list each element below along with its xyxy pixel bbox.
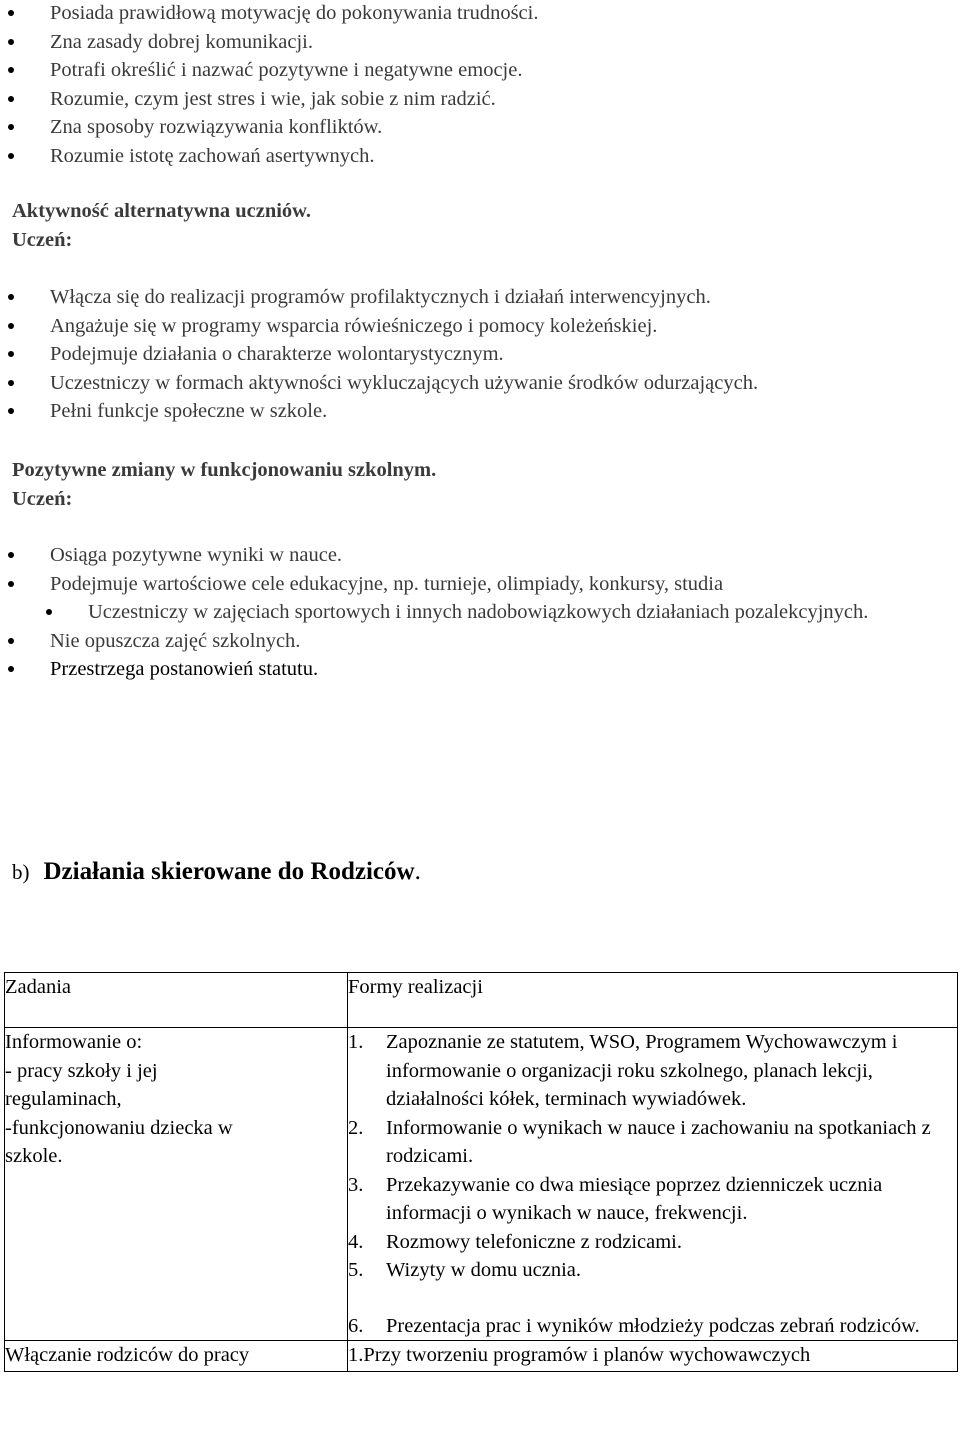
bullet-icon — [8, 552, 14, 558]
list-item: Posiada prawidłową motywację do pokonywania trudności. — [0, 0, 538, 28]
list-item: Podejmuje działania o charakterze wolontarystycznym. — [0, 340, 758, 369]
task-line: regulaminach, — [5, 1088, 122, 1110]
list-item: Zna sposoby rozwiązywania konfliktów. — [0, 113, 538, 142]
list-item: Nie opuszcza zajęć szkolnych. — [0, 627, 868, 656]
forms-list-item — [348, 1228, 957, 1257]
bullet-icon — [8, 124, 14, 130]
section-b-suffix: . — [414, 858, 421, 885]
list-item: Angażuje się w programy wsparcia rówieśniczego i pomocy koleżeńskiej. — [0, 312, 758, 341]
item-number: 2. — [348, 1116, 364, 1139]
list-item: Podejmuje wartościowe cele edukacyjne, np. turnieje, olimpiady, konkursy, studia — [0, 570, 868, 599]
section-subtitle: Uczeń: — [12, 228, 73, 251]
bullet-icon — [8, 638, 14, 644]
section-heading-alternative-activity — [12, 197, 311, 254]
forms-list-item — [348, 1171, 957, 1228]
forms-list-item — [348, 1256, 957, 1285]
bullet-icon — [46, 609, 52, 615]
list-item: Włącza się do realizacji programów profilaktycznych i działań interwencyjnych. — [0, 283, 758, 312]
item-text: Rozmowy telefoniczne z rodzicami. — [386, 1230, 682, 1253]
list-item: Przestrzega postanowień statutu. — [0, 655, 868, 684]
list-item: Uczestniczy w formach aktywności wykluczających używanie środków odurzających. — [0, 369, 758, 398]
bullet-icon — [8, 351, 14, 357]
bullet-icon — [8, 39, 14, 45]
list-item: Pełni funkcje społeczne w szkole. — [0, 397, 758, 426]
column-header-tasks: Zadania — [5, 973, 348, 1028]
table-row — [5, 1028, 958, 1341]
top-bullet-list — [0, 0, 538, 170]
section-b-heading — [12, 856, 421, 888]
task-line: szkole. — [5, 1145, 63, 1167]
item-text: Prezentacja prac i wyników młodzieży podczas zebrań rodziców. — [386, 1314, 920, 1337]
bullet-icon — [8, 153, 14, 159]
bullet-icon — [8, 294, 14, 300]
forms-cell: 1.Przy tworzeniu programów i planów wychowawczych — [348, 1341, 958, 1372]
task-line: -funkcjonowaniu dziecka w — [5, 1116, 233, 1139]
item-text: Przekazywanie co dwa miesiące poprzez dzienniczek ucznia informacji o wynikach w nauce, frekwencji. — [386, 1173, 883, 1224]
bullet-icon — [8, 666, 14, 672]
bullet-icon — [8, 323, 14, 329]
item-text: Informowanie o wynikach w nauce i zachowaniu na spotkaniach z rodzicami. — [386, 1116, 931, 1167]
section-title: Aktywność alternatywna uczniów. — [12, 200, 311, 222]
alternative-activity-list — [0, 283, 758, 426]
section-heading-positive-changes — [12, 456, 436, 513]
task-cell — [5, 1028, 348, 1341]
forms-list — [348, 1028, 957, 1340]
list-item: Potrafi określić i nazwać pozytywne i negatywne emocje. — [0, 56, 538, 85]
bullet-icon — [8, 380, 14, 386]
forms-list-item — [348, 1028, 957, 1114]
item-number: 6. — [348, 1314, 364, 1337]
bullet-icon — [8, 10, 14, 16]
column-header-forms: Formy realizacji — [348, 973, 958, 1028]
task-cell: Włączanie rodziców do pracy — [5, 1341, 348, 1372]
task-line: - pracy szkoły i jej — [5, 1059, 158, 1082]
section-b-title: Działania skierowane do Rodziców — [43, 858, 415, 885]
list-item: Zna zasady dobrej komunikacji. — [0, 28, 538, 57]
positive-changes-list — [0, 541, 868, 684]
list-item: Rozumie istotę zachowań asertywnych. — [0, 142, 538, 171]
bullet-icon — [8, 581, 14, 587]
bullet-icon — [8, 96, 14, 102]
task-line: Informowanie o: — [5, 1031, 143, 1053]
bullet-icon — [8, 408, 14, 414]
forms-list-item — [348, 1312, 957, 1341]
table-row — [5, 1341, 958, 1372]
bullet-icon — [8, 67, 14, 73]
table-header-row — [5, 973, 958, 1028]
item-number: 5. — [348, 1259, 364, 1281]
forms-list-item — [348, 1114, 957, 1171]
list-item: Osiąga pozytywne wyniki w nauce. — [0, 541, 868, 570]
forms-cell — [348, 1028, 958, 1341]
section-title: Pozytywne zmiany w funkcjonowaniu szkolnym. — [12, 459, 437, 481]
item-text: Zapoznanie ze statutem, WSO, Programem Wychowawczym i informowanie o organizacji roku szkolnego, planach lekcji, działalności kółek, terminach wywiadówek. — [386, 1031, 898, 1110]
section-b-prefix: b) — [12, 860, 30, 884]
list-item: Uczestniczy w zajęciach sportowych i innych nadobowiązkowych działaniach pozalekcyjnych. — [0, 598, 868, 627]
item-number: 1. — [348, 1031, 364, 1053]
item-number: 3. — [348, 1173, 364, 1196]
section-subtitle: Uczeń: — [12, 487, 73, 510]
list-item: Rozumie, czym jest stres i wie, jak sobie z nim radzić. — [0, 85, 538, 114]
item-text: Wizyty w domu ucznia. — [386, 1259, 582, 1281]
item-number: 4. — [348, 1230, 364, 1253]
parents-actions-table — [4, 972, 958, 1372]
